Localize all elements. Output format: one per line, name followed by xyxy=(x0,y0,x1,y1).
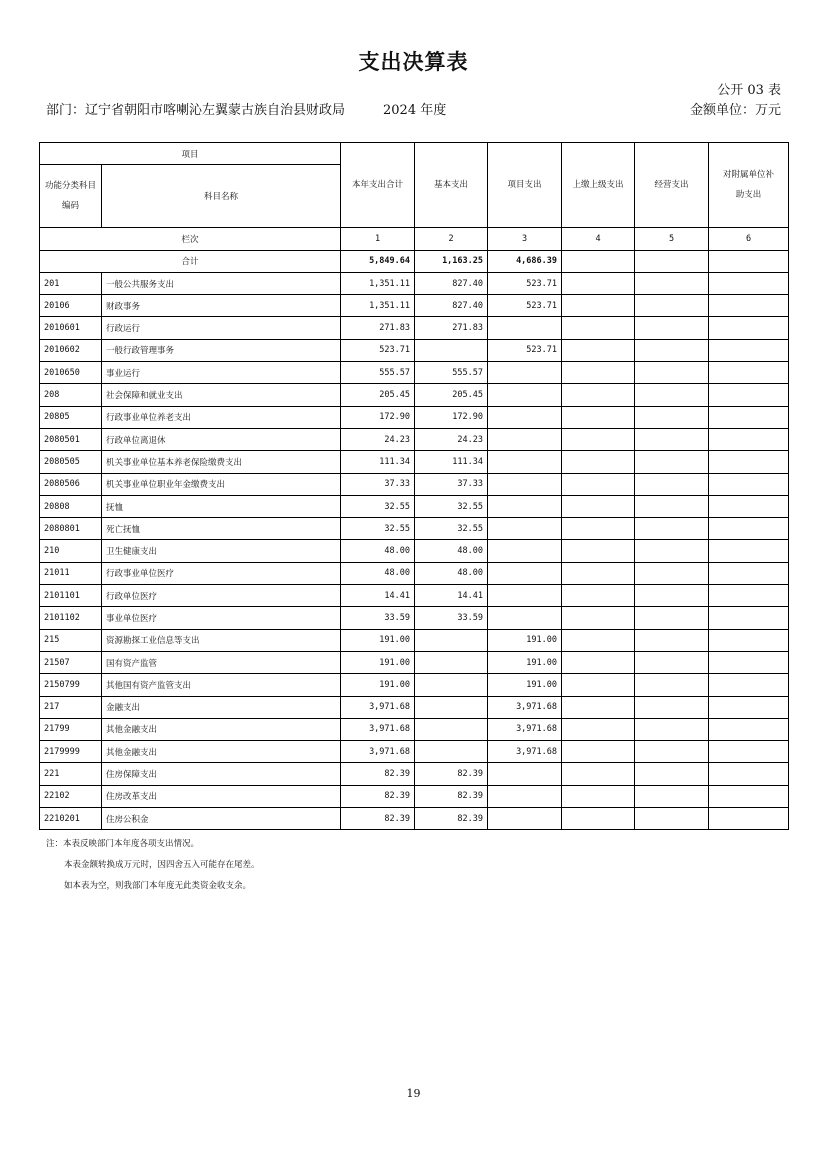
table-row xyxy=(40,317,789,339)
row-value: 24.23 xyxy=(341,428,415,450)
row-value xyxy=(635,384,709,406)
table-row xyxy=(40,696,789,718)
row-value xyxy=(562,272,635,294)
row-name: 行政运行 xyxy=(102,317,341,339)
table-row xyxy=(40,518,789,540)
row-name: 住房公积金 xyxy=(102,808,341,830)
department-label: 部门：辽宁省朝阳市喀喇沁左翼蒙古族自治县财政局 xyxy=(46,103,346,118)
row-value xyxy=(635,651,709,673)
row-value: 82.39 xyxy=(341,785,415,807)
table-row xyxy=(40,808,789,830)
row-value xyxy=(635,629,709,651)
row-value xyxy=(488,585,562,607)
row-name: 事业单位医疗 xyxy=(102,607,341,629)
row-code: 2101102 xyxy=(40,607,102,629)
row-value xyxy=(709,741,789,763)
table-row xyxy=(40,718,789,740)
table-row xyxy=(40,495,789,517)
row-value: 172.90 xyxy=(341,406,415,428)
row-value xyxy=(562,808,635,830)
year-label: 2024 年度 xyxy=(383,103,447,118)
table-row xyxy=(40,272,789,294)
row-value xyxy=(635,272,709,294)
row-value xyxy=(562,763,635,785)
row-name: 抚恤 xyxy=(102,495,341,517)
page-title: 支出决算表 xyxy=(358,50,469,74)
row-value: 3,971.68 xyxy=(488,696,562,718)
row-value xyxy=(562,406,635,428)
table-row xyxy=(40,362,789,384)
row-value xyxy=(709,384,789,406)
row-value xyxy=(562,473,635,495)
row-name: 一般行政管理事务 xyxy=(102,339,341,361)
row-value: 827.40 xyxy=(415,272,488,294)
column-number: 5 xyxy=(635,228,709,250)
row-name: 死亡抚恤 xyxy=(102,518,341,540)
row-name: 其他金融支出 xyxy=(102,741,341,763)
row-value xyxy=(488,428,562,450)
row-value xyxy=(709,763,789,785)
row-value xyxy=(635,428,709,450)
row-name: 事业运行 xyxy=(102,362,341,384)
row-value xyxy=(415,741,488,763)
column-number: 3 xyxy=(488,228,562,250)
row-code: 217 xyxy=(40,696,102,718)
row-value xyxy=(488,406,562,428)
column-index-label: 栏次 xyxy=(40,228,341,250)
row-value xyxy=(709,362,789,384)
row-name: 国有资产监管 xyxy=(102,651,341,673)
total-value xyxy=(635,250,709,272)
row-value xyxy=(709,540,789,562)
column-number: 4 xyxy=(562,228,635,250)
row-value xyxy=(562,384,635,406)
row-value: 1,351.11 xyxy=(341,272,415,294)
row-value xyxy=(635,295,709,317)
row-name: 住房改革支出 xyxy=(102,785,341,807)
row-value: 3,971.68 xyxy=(341,696,415,718)
header-func-code: 功能分类科目编码 xyxy=(40,165,102,228)
notes xyxy=(46,834,260,897)
row-value: 82.39 xyxy=(415,808,488,830)
table-row xyxy=(40,562,789,584)
note-line: 注：本表反映部门本年度各项支出情况。 xyxy=(46,839,200,849)
table-row xyxy=(40,741,789,763)
row-value: 191.00 xyxy=(488,651,562,673)
row-code: 20808 xyxy=(40,495,102,517)
row-value: 111.34 xyxy=(341,451,415,473)
row-value xyxy=(562,629,635,651)
row-value xyxy=(635,674,709,696)
row-value xyxy=(415,629,488,651)
row-value: 32.55 xyxy=(415,495,488,517)
row-value xyxy=(562,607,635,629)
row-value xyxy=(415,674,488,696)
table-row xyxy=(40,540,789,562)
form-code: 公开 03 表 xyxy=(717,83,781,98)
row-value xyxy=(709,518,789,540)
row-value xyxy=(709,428,789,450)
row-value xyxy=(488,518,562,540)
row-value: 191.00 xyxy=(341,629,415,651)
row-value xyxy=(709,272,789,294)
row-value: 205.45 xyxy=(415,384,488,406)
row-value xyxy=(488,362,562,384)
row-value: 1,351.11 xyxy=(341,295,415,317)
row-value: 523.71 xyxy=(341,339,415,361)
row-value xyxy=(709,495,789,517)
row-value xyxy=(488,384,562,406)
row-value xyxy=(709,808,789,830)
header-col-5: 经营支出 xyxy=(635,143,709,228)
row-code: 2080506 xyxy=(40,473,102,495)
row-name: 资源勘探工业信息等支出 xyxy=(102,629,341,651)
row-value: 555.57 xyxy=(341,362,415,384)
table-row xyxy=(40,451,789,473)
row-code: 2010601 xyxy=(40,317,102,339)
row-code: 21507 xyxy=(40,651,102,673)
row-value xyxy=(562,540,635,562)
row-value: 271.83 xyxy=(415,317,488,339)
column-number: 1 xyxy=(341,228,415,250)
row-value xyxy=(635,317,709,339)
row-code: 20106 xyxy=(40,295,102,317)
table-row xyxy=(40,428,789,450)
row-value: 82.39 xyxy=(341,763,415,785)
row-code: 21011 xyxy=(40,562,102,584)
total-value xyxy=(562,250,635,272)
row-value xyxy=(562,495,635,517)
row-value xyxy=(635,607,709,629)
header-subject-name: 科目名称 xyxy=(102,165,341,228)
row-value: 14.41 xyxy=(415,585,488,607)
row-value xyxy=(562,785,635,807)
row-code: 2150799 xyxy=(40,674,102,696)
header-col-3: 项目支出 xyxy=(488,143,562,228)
row-value: 3,971.68 xyxy=(488,741,562,763)
note-line: 如本表为空，则我部门本年度无此类资金收支余。 xyxy=(64,881,252,891)
total-value xyxy=(709,250,789,272)
row-value xyxy=(415,696,488,718)
header-col-2: 基本支出 xyxy=(415,143,488,228)
row-value xyxy=(635,339,709,361)
row-value: 191.00 xyxy=(341,651,415,673)
row-code: 2080505 xyxy=(40,451,102,473)
row-value xyxy=(415,339,488,361)
row-name: 行政单位医疗 xyxy=(102,585,341,607)
row-value xyxy=(488,763,562,785)
table-row xyxy=(40,384,789,406)
row-name: 一般公共服务支出 xyxy=(102,272,341,294)
row-value xyxy=(562,362,635,384)
row-value xyxy=(562,718,635,740)
row-value xyxy=(415,718,488,740)
row-name: 其他金融支出 xyxy=(102,718,341,740)
row-value xyxy=(635,763,709,785)
row-code: 210 xyxy=(40,540,102,562)
row-value: 32.55 xyxy=(341,518,415,540)
row-name: 住房保障支出 xyxy=(102,763,341,785)
table-row xyxy=(40,651,789,673)
table-row xyxy=(40,295,789,317)
column-number: 2 xyxy=(415,228,488,250)
row-value: 191.00 xyxy=(488,674,562,696)
row-value xyxy=(709,562,789,584)
row-value: 48.00 xyxy=(341,540,415,562)
row-value xyxy=(562,562,635,584)
row-value xyxy=(488,317,562,339)
row-value xyxy=(562,339,635,361)
table-row xyxy=(40,763,789,785)
row-value: 523.71 xyxy=(488,339,562,361)
row-value: 172.90 xyxy=(415,406,488,428)
row-value: 48.00 xyxy=(415,562,488,584)
row-code: 201 xyxy=(40,272,102,294)
row-value xyxy=(562,317,635,339)
header-project: 项目 xyxy=(40,143,341,165)
row-value: 191.00 xyxy=(488,629,562,651)
row-code: 215 xyxy=(40,629,102,651)
row-name: 行政事业单位医疗 xyxy=(102,562,341,584)
total-value: 5,849.64 xyxy=(341,250,415,272)
row-value xyxy=(635,718,709,740)
row-value xyxy=(635,495,709,517)
row-value xyxy=(562,518,635,540)
row-value: 111.34 xyxy=(415,451,488,473)
total-value: 1,163.25 xyxy=(415,250,488,272)
row-value xyxy=(562,674,635,696)
row-value xyxy=(562,428,635,450)
row-value xyxy=(488,540,562,562)
row-value xyxy=(635,451,709,473)
row-value xyxy=(709,295,789,317)
row-code: 21799 xyxy=(40,718,102,740)
total-label: 合计 xyxy=(40,250,341,272)
row-name: 金融支出 xyxy=(102,696,341,718)
row-value: 3,971.68 xyxy=(341,741,415,763)
row-code: 2010650 xyxy=(40,362,102,384)
table-row xyxy=(40,607,789,629)
row-value xyxy=(488,607,562,629)
row-value: 37.33 xyxy=(415,473,488,495)
expenditure-table xyxy=(39,142,789,830)
row-value xyxy=(635,696,709,718)
row-value: 32.55 xyxy=(341,495,415,517)
header-col-1: 本年支出合计 xyxy=(341,143,415,228)
row-name: 社会保障和就业支出 xyxy=(102,384,341,406)
row-value: 32.55 xyxy=(415,518,488,540)
row-value xyxy=(635,562,709,584)
row-code: 2210201 xyxy=(40,808,102,830)
row-value xyxy=(635,362,709,384)
row-value xyxy=(709,451,789,473)
row-value xyxy=(635,540,709,562)
row-code: 221 xyxy=(40,763,102,785)
row-value: 555.57 xyxy=(415,362,488,384)
row-value xyxy=(488,451,562,473)
row-value: 271.83 xyxy=(341,317,415,339)
row-value xyxy=(562,585,635,607)
row-code: 2080501 xyxy=(40,428,102,450)
row-value: 523.71 xyxy=(488,272,562,294)
row-value: 37.33 xyxy=(341,473,415,495)
row-value xyxy=(635,473,709,495)
row-value: 48.00 xyxy=(341,562,415,584)
row-value xyxy=(709,674,789,696)
row-value: 82.39 xyxy=(341,808,415,830)
row-value xyxy=(635,741,709,763)
table-row xyxy=(40,473,789,495)
row-name: 行政单位离退休 xyxy=(102,428,341,450)
row-value xyxy=(488,562,562,584)
row-value xyxy=(488,473,562,495)
row-name: 其他国有资产监管支出 xyxy=(102,674,341,696)
row-value xyxy=(635,518,709,540)
table-row xyxy=(40,629,789,651)
row-value xyxy=(709,629,789,651)
row-value xyxy=(562,651,635,673)
row-value xyxy=(709,718,789,740)
row-value: 523.71 xyxy=(488,295,562,317)
row-value xyxy=(709,339,789,361)
row-value xyxy=(488,495,562,517)
row-code: 2179999 xyxy=(40,741,102,763)
row-value xyxy=(635,406,709,428)
row-value xyxy=(635,808,709,830)
row-value: 191.00 xyxy=(341,674,415,696)
row-value xyxy=(709,406,789,428)
row-value: 14.41 xyxy=(341,585,415,607)
page-number: 19 xyxy=(406,1087,421,1100)
table-row xyxy=(40,339,789,361)
row-value xyxy=(562,741,635,763)
row-value xyxy=(709,651,789,673)
note-line: 本表金额转换成万元时，因四舍五入可能存在尾差。 xyxy=(64,860,260,870)
row-value xyxy=(709,473,789,495)
header-col-6: 对附属单位补助支出 xyxy=(709,143,789,228)
row-value: 3,971.68 xyxy=(341,718,415,740)
row-value xyxy=(488,808,562,830)
row-name: 财政事务 xyxy=(102,295,341,317)
row-value: 205.45 xyxy=(341,384,415,406)
row-value xyxy=(635,585,709,607)
row-value: 33.59 xyxy=(415,607,488,629)
row-value xyxy=(415,651,488,673)
row-name: 行政事业单位养老支出 xyxy=(102,406,341,428)
row-value: 82.39 xyxy=(415,785,488,807)
table-row xyxy=(40,674,789,696)
row-value: 48.00 xyxy=(415,540,488,562)
unit-label: 金额单位：万元 xyxy=(689,103,781,118)
row-value xyxy=(562,696,635,718)
row-code: 20805 xyxy=(40,406,102,428)
row-code: 2010602 xyxy=(40,339,102,361)
row-value xyxy=(488,785,562,807)
total-value: 4,686.39 xyxy=(488,250,562,272)
row-code: 208 xyxy=(40,384,102,406)
column-number: 6 xyxy=(709,228,789,250)
row-value xyxy=(562,295,635,317)
header-col-4: 上缴上级支出 xyxy=(562,143,635,228)
row-name: 卫生健康支出 xyxy=(102,540,341,562)
row-value: 3,971.68 xyxy=(488,718,562,740)
total-row xyxy=(40,250,789,272)
row-value xyxy=(709,585,789,607)
row-code: 2101101 xyxy=(40,585,102,607)
row-name: 机关事业单位职业年金缴费支出 xyxy=(102,473,341,495)
row-code: 2080801 xyxy=(40,518,102,540)
table-row xyxy=(40,785,789,807)
row-value xyxy=(709,785,789,807)
row-value: 24.23 xyxy=(415,428,488,450)
row-value xyxy=(562,451,635,473)
row-value xyxy=(635,785,709,807)
row-value xyxy=(709,317,789,339)
row-value xyxy=(709,607,789,629)
row-value xyxy=(709,696,789,718)
table-row xyxy=(40,406,789,428)
row-value: 82.39 xyxy=(415,763,488,785)
row-value: 33.59 xyxy=(341,607,415,629)
row-value: 827.40 xyxy=(415,295,488,317)
row-name: 机关事业单位基本养老保险缴费支出 xyxy=(102,451,341,473)
row-code: 22102 xyxy=(40,785,102,807)
table-row xyxy=(40,585,789,607)
